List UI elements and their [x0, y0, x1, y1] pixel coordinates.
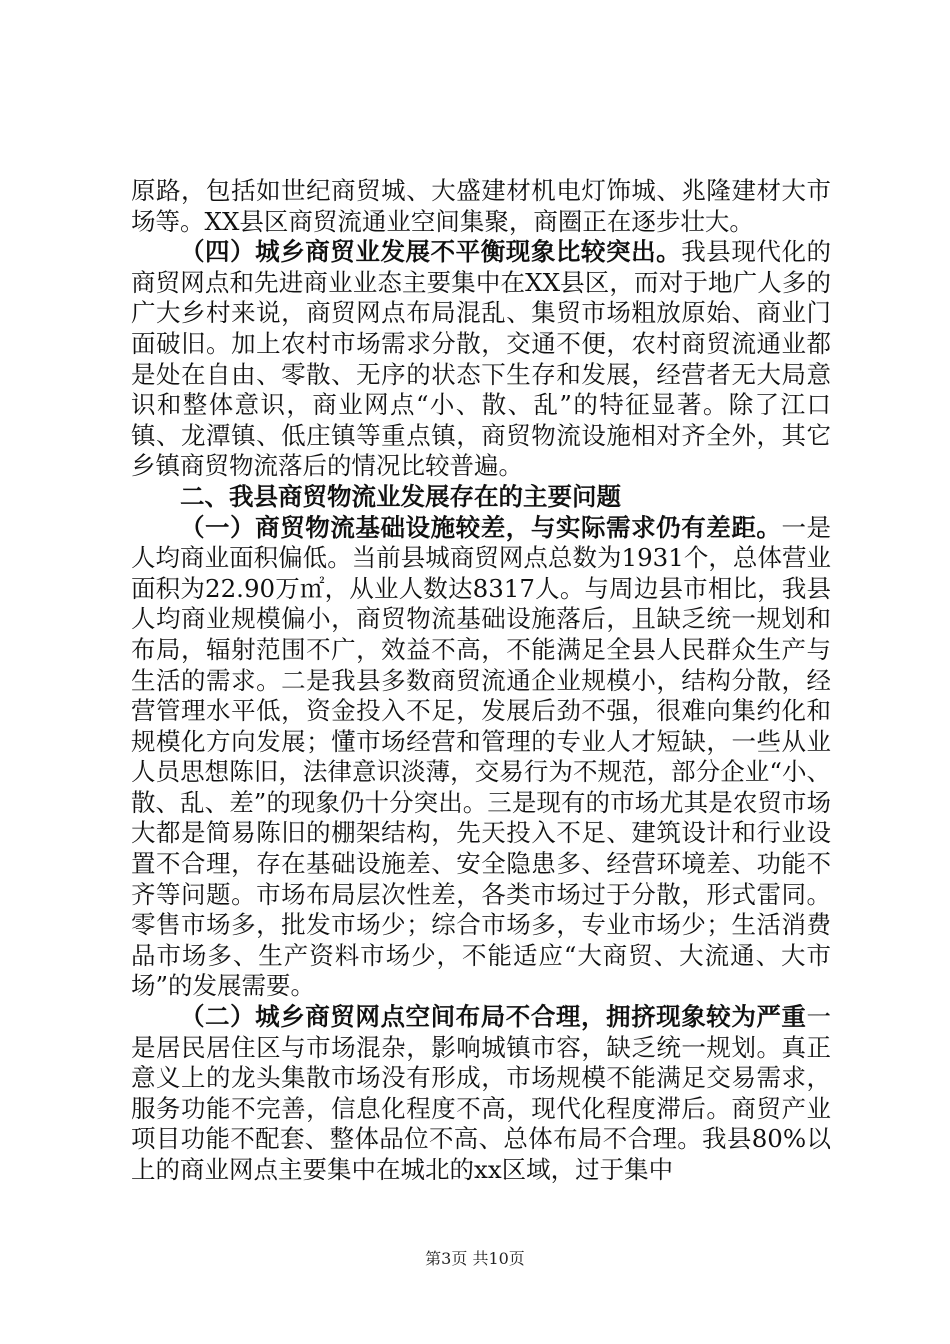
paragraph-3-text: 一是人均商业面积偏低。当前县城商贸网点总数为1931个，总体营业面积为22.90万㎡，从业人数达8317人。与周边县市相比，我县人均商业规模偏小，商贸物流基础设施落后，且缺乏统一规划和布局，辐射范围不广，效益不高，不能满足全县人民群众生产与生活的需求。二是我县多数商贸流通企业规模小，结构分散，经营管理水平低，资金投入不足，发展后劲不强，很难向集约化和规模化方向发展；懂市场经营和管理的专业人才短缺，一些从业人员思想陈旧，法律意识淡薄，交易行为不规范，部分企业“小、散、乱、差”的现象仍十分突出。三是现有的市场尤其是农贸市场大都是简易陈旧的棚架结构，先天投入不足、建筑设计和行业设置不合理，存在基础设施差、安全隐患多、经营环境差、功能不齐等问题。市场布局层次性差，各类市场过于分散，形式雷同。零售市场多，批发市场少；综合市场多，专业市场少；生活消费品市场多、生产资料市场少，不能适应“大商贸、大流通、大市场”的发展需要。 — [131, 512, 831, 1001]
paragraph-1-text: 原路，包括如世纪商贸城、大盛建材机电灯饰城、兆隆建材大市场等。XX县区商贸流通业空间集聚，商圈正在逐步壮大。 — [131, 176, 831, 236]
paragraph-2 — [131, 237, 831, 482]
page-footer — [0, 1246, 950, 1269]
page-number: 第3页 共10页 — [425, 1249, 525, 1268]
document-body — [131, 176, 831, 1186]
paragraph-2-heading: （四）城乡商贸业发展不平衡现象比较突出。 — [180, 237, 682, 267]
paragraph-3 — [131, 513, 831, 1003]
paragraph-4-heading: （二）城乡商贸网点空间布局不合理，拥挤现象较为严重 — [180, 1002, 807, 1032]
paragraph-1 — [131, 176, 831, 237]
paragraph-4-text: 一是居民居住区与市场混杂，影响城镇市容，缺乏统一规划。真正意义上的龙头集散市场没有形成，市场规模不能满足交易需求，服务功能不完善，信息化程度不高，现代化程度滞后。商贸产业项目功能不配套、整体品位不高、总体布局不合理。我县80%以上的商业网点主要集中在城北的xx区域，过于集中 — [131, 1002, 831, 1184]
paragraph-4 — [131, 1002, 831, 1186]
section-heading: 二、我县商贸物流业发展存在的主要问题 — [180, 481, 621, 511]
paragraph-3-heading: （一）商贸物流基础设施较差，与实际需求仍有差距。 — [180, 512, 782, 542]
paragraph-2-text: 我县现代化的商贸网点和先进商业业态主要集中在XX县区，而对于地广人多的广大乡村来说，商贸网点布局混乱、集贸市场粗放原始、商业门面破旧。加上农村市场需求分散，交通不便，农村商贸流通业都是处在自由、零散、无序的状态下生存和发展，经营者无大局意识和整体意识，商业网点“小、散、乱”的特征显著。除了江口镇、龙潭镇、低庄镇等重点镇，商贸物流设施相对齐全外，其它乡镇商贸物流落后的情况比较普遍。 — [131, 237, 832, 481]
